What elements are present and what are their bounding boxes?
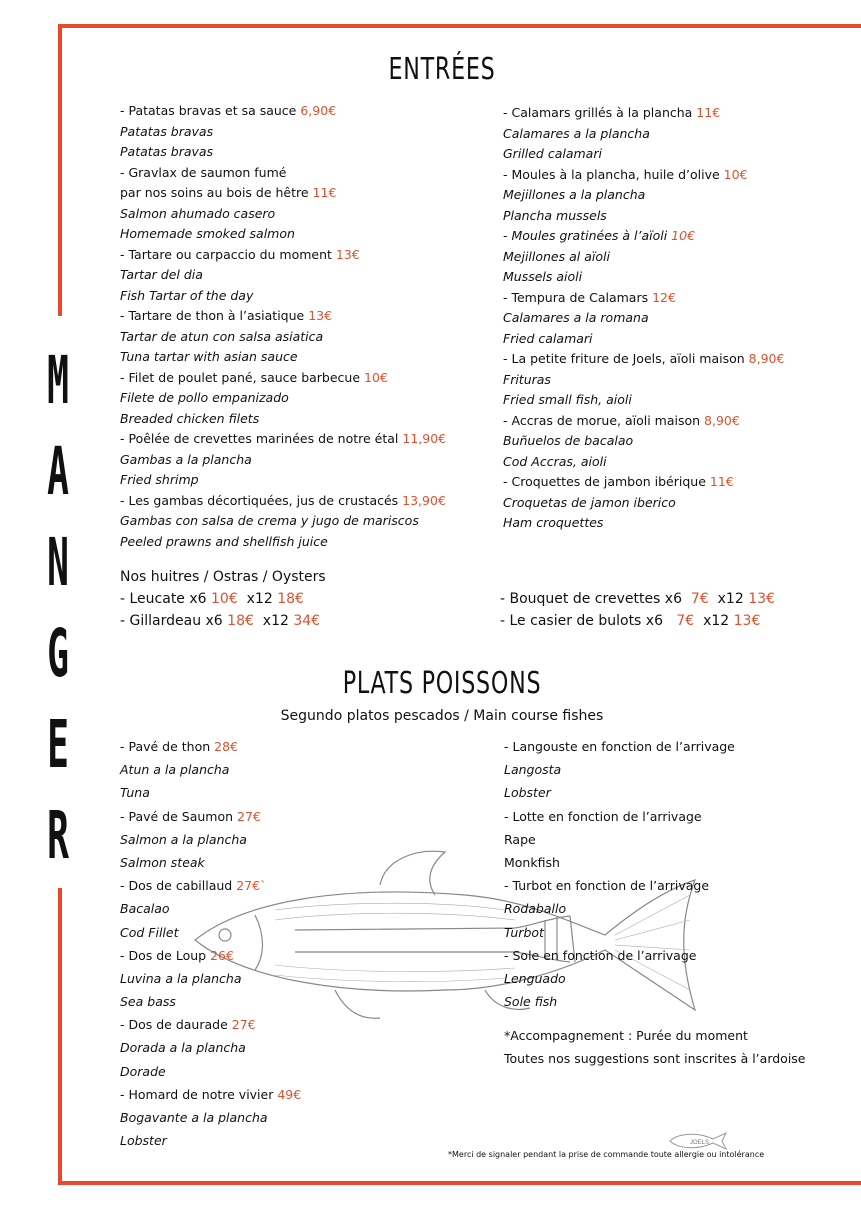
dish-price: 13,90€ [402,492,446,508]
frame-left-border-bottom [58,888,62,1185]
dish-price: 26€ [210,947,234,963]
dish-text: - Calamars grillés à la plancha [503,105,697,120]
dish-text: Tartar del dia [120,267,203,282]
dish-text: Patatas bravas [120,123,214,139]
dish-text: Rodaballo [504,901,567,917]
dish-text: Cod Accras, aioli [503,453,607,469]
dish-price: 6,90€ [300,103,337,118]
shellfish-price: 13€ [733,613,761,629]
dish-text: Dorade [120,1063,166,1079]
entrees-left-column [120,101,446,552]
dish-text: - Homard de notre vivier [120,1086,278,1102]
menu-line [120,874,301,897]
allergy-footer-note: *Merci de signaler pendant la prise de commande toute allergie ou intolérance [448,1150,765,1159]
menu-line [120,388,446,409]
dish-text: - Tempura de Calamars [503,289,653,305]
menu-line [503,267,784,288]
menu-line [120,805,301,828]
dish-text: - Moules à la plancha, huile d’olive [503,166,724,182]
menu-line [120,735,301,758]
dish-price: 11€ [696,105,721,120]
menu-line [503,390,784,411]
entrees-right-column [503,103,784,534]
menu-line [120,1060,301,1083]
dish-text: Ham croquettes [503,515,604,530]
menu-line [504,851,735,874]
dish-text: - Accras de morue, aïoli maison [503,412,705,428]
dish-text: Fish Tartar of the day [120,287,254,303]
dish-text: Rape [504,831,536,847]
ardoise-note: Toutes nos suggestions sont inscrites à l’ardoise [504,1051,806,1066]
vertical-letter: M [47,342,69,419]
dish-price: 10€ [723,166,748,182]
menu-line [120,491,446,512]
dish-text: - Turbot en fonction de l’arrivage [504,878,710,894]
dish-text: Cod Fillet [120,924,179,940]
dish-text: Salmon ahumado casero [120,205,276,221]
menu-line [120,944,301,967]
menu-line [120,532,446,553]
menu-line [504,805,735,828]
menu-line [503,472,784,493]
shellfish-price: 13€ [748,591,775,607]
dish-price: 8,90€ [748,351,785,366]
dish-price: 27€` [236,878,267,894]
dish-text: Lobster [120,1133,167,1149]
dish-text: Monkfish [504,854,560,870]
dish-text: Mussels aioli [503,269,583,284]
shellfish-text: x12 [708,591,749,607]
vertical-letter: E [47,706,69,783]
menu-line [503,165,784,186]
menu-line [120,470,446,491]
menu-line [503,329,784,350]
shellfish-price: 10€ [211,591,238,607]
restaurant-logo-fish-icon [668,1130,728,1152]
menu-line [120,265,446,286]
shellfish-price: 18€ [277,591,304,607]
dish-text: - La petite friture de Joels, aïoli maison [503,351,749,366]
shellfish-text: - Leucate x6 [120,591,212,607]
menu-line [120,306,446,327]
menu-line [120,183,446,204]
dish-text: - Lotte en fonction de l’arrivage [504,808,702,824]
dish-text: Tuna tartar with asian sauce [120,349,298,364]
menu-line [503,226,784,247]
dish-price: 8,90€ [704,412,740,428]
frame-bottom-border [58,1181,861,1185]
dish-text: Patatas bravas [120,144,214,159]
menu-line [120,224,446,245]
dish-price: 10€ [364,369,388,385]
dish-text: Salmon steak [120,854,205,870]
menu-line [503,124,784,145]
dish-price: 11€ [312,185,337,200]
menu-line [503,431,784,452]
menu-line [120,1106,301,1129]
menu-line [503,103,784,124]
dish-text: Luvina a la plancha [120,970,242,986]
menu-line [503,349,784,370]
dish-price: 28€ [214,739,239,754]
dish-price: 27€ [231,1017,256,1033]
menu-line [120,851,301,874]
menu-line [503,452,784,473]
menu-line [120,163,446,184]
menu-line [120,450,446,471]
shellfish-price: 18€ [227,613,254,629]
menu-line [120,511,446,532]
dish-text: Frituras [503,371,551,387]
dish-text: Dorada a la plancha [120,1040,246,1056]
menu-line [503,370,784,391]
dish-text: Turbot [504,924,544,940]
entrees-title: ENTRÉES [388,52,496,87]
dish-price: 27€ [237,808,261,824]
menu-line [120,1013,301,1036]
dish-text: Fried shrimp [120,472,199,487]
frame-left-border-top [58,24,62,316]
shellfish-line [500,610,775,632]
dish-text: - Dos de Loup [120,947,211,963]
dish-price: 13€ [308,308,333,323]
dish-price: 12€ [652,289,676,305]
menu-line [503,411,784,432]
dish-text: - Les gambas décortiquées, jus de crustacés [120,492,403,508]
dish-text: - Pavé de thon [120,739,215,754]
dish-text: Buñuelos de bacalao [503,433,634,448]
dish-text: Tartar de atun con salsa asiatica [120,328,324,344]
menu-line [503,185,784,206]
menu-line [504,828,735,851]
plats-left-column [120,735,301,1152]
dish-text: - Tartare ou carpaccio du moment [120,246,336,262]
shellfish-text: - Bouquet de crevettes x6 [500,591,691,607]
dish-text: - Gravlax de saumon fumé [120,164,287,180]
menu-line [120,368,446,389]
dish-text: Tuna [120,785,150,801]
dish-text: - Patatas bravas et sa sauce [120,103,301,118]
dish-text: - Langouste en fonction de l’arrivage [504,739,735,754]
menu-line [120,204,446,225]
menu-line [120,781,301,804]
menu-line [120,1036,301,1059]
dish-text: Grilled calamari [503,146,602,161]
dish-text: - Dos de daurade [120,1017,232,1033]
menu-line [503,206,784,227]
vertical-letter: R [47,797,69,874]
dish-text: - Dos de cabillaud [120,878,237,894]
shellfish-text: x12 [253,613,294,629]
menu-line [504,781,735,804]
menu-line [120,286,446,307]
vertical-title-manger [30,335,86,881]
dish-text: Atun a la plancha [120,762,230,778]
plats-subtitle: Segundo platos pescados / Main course fishes [280,708,604,724]
menu-line [120,101,446,122]
logo-text: JOELS [690,1140,710,1146]
menu-line [503,247,784,268]
dish-text: - Sole en fonction de l’arrivage [504,947,697,963]
menu-line [120,1129,301,1152]
menu-line [503,513,784,534]
dish-text: Croquetas de jamon iberico [503,494,676,510]
dish-text: Langosta [504,762,562,778]
dish-text: Fried calamari [503,330,593,346]
dish-text: Lobster [504,785,551,801]
menu-line [120,409,446,430]
dish-text: - Moules gratinées à l’aïoli [503,228,672,243]
vertical-letter: G [47,615,69,692]
menu-line [120,429,446,450]
dish-price: 10€ [671,228,696,243]
menu-line [120,897,301,920]
dish-text: - Filet de poulet pané, sauce barbecue [120,369,365,385]
dish-text: Breaded chicken filets [120,410,260,426]
dish-text: Bogavante a la plancha [120,1110,268,1125]
dish-text: Calamares a la plancha [503,125,650,141]
dish-price: 49€ [277,1086,302,1102]
dish-text: - Croquettes de jambon ibérique [503,474,710,489]
menu-line [120,828,301,851]
dish-price: 11,90€ [402,431,447,446]
dish-text: Gambas con salsa de crema y jugo de mariscos [120,513,419,528]
menu-line [503,144,784,165]
menu-line [504,990,735,1013]
dish-text: Calamares a la romana [503,310,649,325]
shellfish-text: - Le casier de bulots x6 [500,613,677,629]
shellfish-price: 34€ [293,613,321,629]
vertical-letter: A [47,433,69,510]
dish-text: Sole fish [504,994,558,1010]
dish-text: - Poêlée de crevettes marinées de notre étal [120,431,403,446]
dish-text: Mejillones al aïoli [503,248,610,264]
menu-line [120,967,301,990]
shellfish-right-block [500,588,775,632]
oysters-block [120,566,326,632]
dish-price: 13€ [335,246,360,262]
shellfish-text: - Gillardeau x6 [120,613,228,629]
dish-text: Filete de pollo empanizado [120,390,289,405]
menu-line [504,874,735,897]
menu-line [503,288,784,309]
menu-line [504,921,735,944]
plats-right-column [504,735,735,1013]
menu-line [504,735,735,758]
menu-line [120,245,446,266]
menu-line [120,921,301,944]
dish-text: Fried small fish, aioli [503,392,632,407]
shellfish-price: 7€ [690,591,709,607]
accompagnement-note: *Accompagnement : Purée du moment [504,1028,748,1043]
dish-text: Sea bass [120,994,176,1010]
shellfish-line [120,588,326,610]
menu-line [120,142,446,163]
menu-line [120,327,446,348]
menu-line [120,990,301,1013]
plats-poissons-title: PLATS POISSONS [342,666,542,701]
dish-text: Mejillones a la plancha [503,187,646,202]
menu-line [504,944,735,967]
frame-top-border [58,24,861,28]
shellfish-line [500,588,775,610]
menu-line [120,758,301,781]
dish-text: Homemade smoked salmon [120,226,295,241]
oysters-heading: Nos huitres / Ostras / Oysters [120,569,326,585]
shellfish-price: 7€ [676,613,695,629]
menu-line [503,308,784,329]
menu-line [504,897,735,920]
shellfish-text: x12 [694,613,734,629]
dish-text: Bacalao [120,901,170,917]
menu-line [504,967,735,990]
dish-text: - Pavé de Saumon [120,808,238,824]
shellfish-line [120,610,326,632]
shellfish-text: x12 [237,591,278,607]
dish-price: 11€ [709,474,734,489]
vertical-letter: N [47,524,69,601]
menu-line [504,758,735,781]
dish-text: Lenguado [504,970,566,986]
menu-line [120,347,446,368]
dish-text: Peeled prawns and shellfish juice [120,533,328,549]
dish-text: - Tartare de thon à l’asiatique [120,308,309,323]
menu-line [120,122,446,143]
menu-line [503,493,784,514]
dish-text: Plancha mussels [503,207,607,223]
dish-text: Salmon a la plancha [120,831,247,847]
dish-text: par nos soins au bois de hêtre [120,185,313,200]
dish-text: Gambas a la plancha [120,451,252,467]
menu-line [120,1083,301,1106]
